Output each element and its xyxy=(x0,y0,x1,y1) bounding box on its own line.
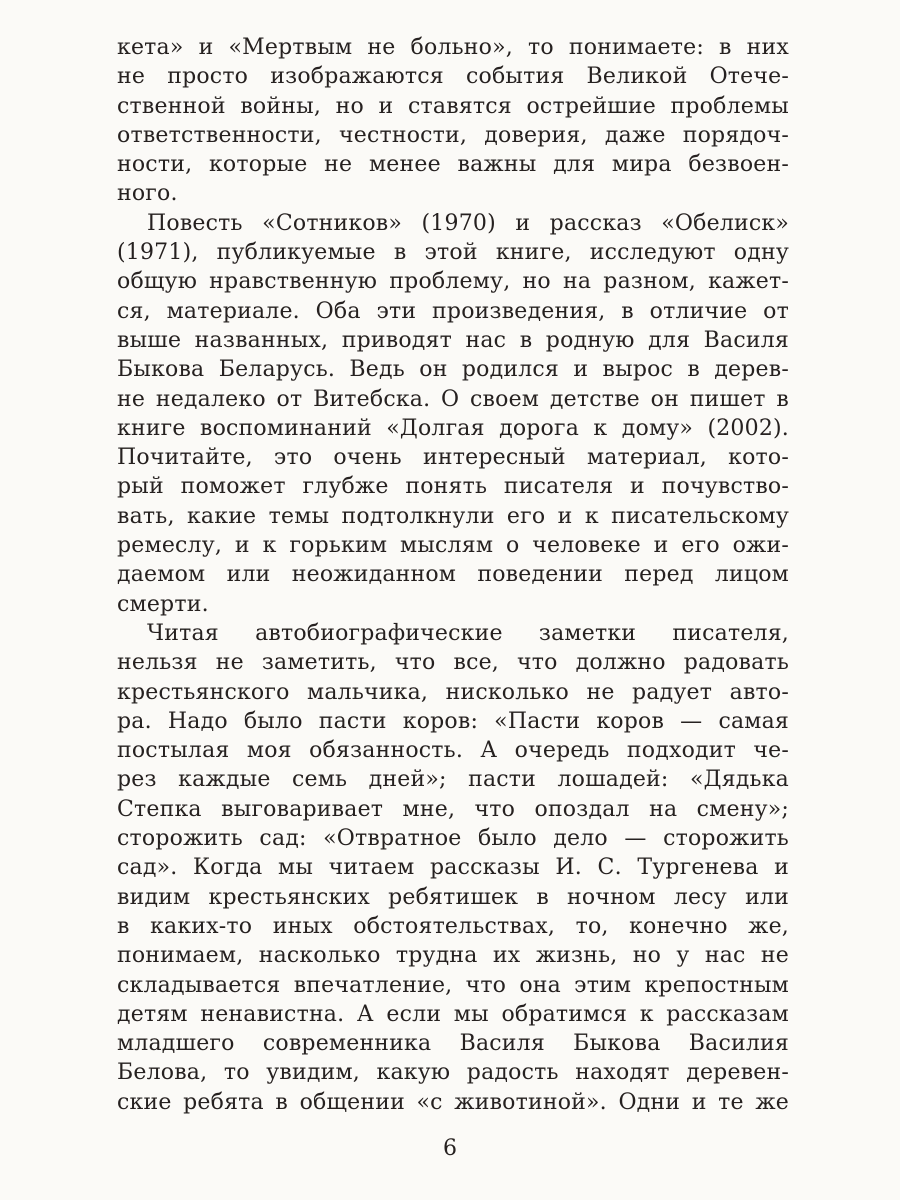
text-line: складывается впечатление, что она этим крепостным xyxy=(117,972,789,998)
text-line: нельзя не заметить, что все, что должно радовать xyxy=(117,650,789,676)
text-line: понимаем, насколько трудна их жизнь, но у нас не xyxy=(117,943,789,969)
text-line: ственной войны, но и ставятся острейшие проблемы xyxy=(117,93,789,119)
text-line: смерти. xyxy=(117,591,209,617)
text-line: в каких-то иных обстоятельствах, то, конечно же, xyxy=(117,913,789,939)
text-line: даемом или неожиданном поведении перед лицом xyxy=(117,562,789,588)
text-line: сад». Когда мы читаем рассказы И. С. Тургенева и xyxy=(117,855,789,881)
text-line: выше названных, приводят нас в родную для Василя xyxy=(117,327,789,353)
text-line: постылая моя обязанность. А очередь подходит че- xyxy=(117,738,789,764)
text-block xyxy=(117,33,789,1117)
text-line: рез каждые семь дней»; пасти лошадей: «Дядька xyxy=(117,767,789,793)
text-line: ответственности, честности, доверия, даже порядоч- xyxy=(117,122,789,148)
text-line: Белова, то увидим, какую радость находят деревен- xyxy=(117,1060,789,1086)
text-line: ремеслу, и к горьким мыслям о человеке и его ожи- xyxy=(117,533,789,559)
text-line: ся, материале. Оба эти произведения, в отличие от xyxy=(117,298,789,324)
text-line: Повесть «Сотников» (1970) и рассказ «Обелиск» xyxy=(147,210,789,236)
text-line: общую нравственную проблему, но на разном, кажет- xyxy=(117,269,789,295)
text-line: книге воспоминаний «Долгая дорога к дому» (2002). xyxy=(117,415,789,441)
text-line: вать, какие темы подтолкнули его и к писательскому xyxy=(117,503,789,529)
text-line: не просто изображаются события Великой Отече- xyxy=(117,64,789,90)
text-line: видим крестьянских ребятишек в ночном лесу или xyxy=(117,884,789,910)
text-line: Почитайте, это очень интересный материал, кото- xyxy=(117,445,789,471)
text-line: (1971), публикуемые в этой книге, исследуют одну xyxy=(117,240,789,266)
text-line: крестьянского мальчика, нисколько не радует авто- xyxy=(117,679,789,705)
text-line: кета» и «Мертвым не больно», то понимаете: в них xyxy=(117,35,789,60)
text-line: сторожить сад: «Отвратное было дело — сторожить xyxy=(117,826,789,852)
text-line: младшего современника Василя Быкова Василия xyxy=(117,1031,789,1057)
text-line: детям ненавистна. А если мы обратимся к рассказам xyxy=(117,1001,789,1027)
text-line: не недалеко от Витебска. О своем детстве он пишет в xyxy=(117,386,789,412)
text-line: Быкова Беларусь. Ведь он родился и вырос в дерев- xyxy=(117,357,789,383)
text-line: ного. xyxy=(117,181,178,207)
page-number: 6 xyxy=(443,1136,457,1161)
text-line: ские ребята в общении «с животиной». Одни и те же xyxy=(117,1089,789,1115)
text-line: Степка выговаривает мне, что опоздал на смену»; xyxy=(117,796,789,822)
text-line: рый поможет глубже понять писателя и почувство- xyxy=(117,474,789,500)
text-line: Читая автобиографические заметки писателя, xyxy=(147,620,789,646)
text-line: ра. Надо было пасти коров: «Пасти коров — самая xyxy=(117,708,789,734)
text-line: ности, которые не менее важны для мира безвоен- xyxy=(117,152,789,178)
